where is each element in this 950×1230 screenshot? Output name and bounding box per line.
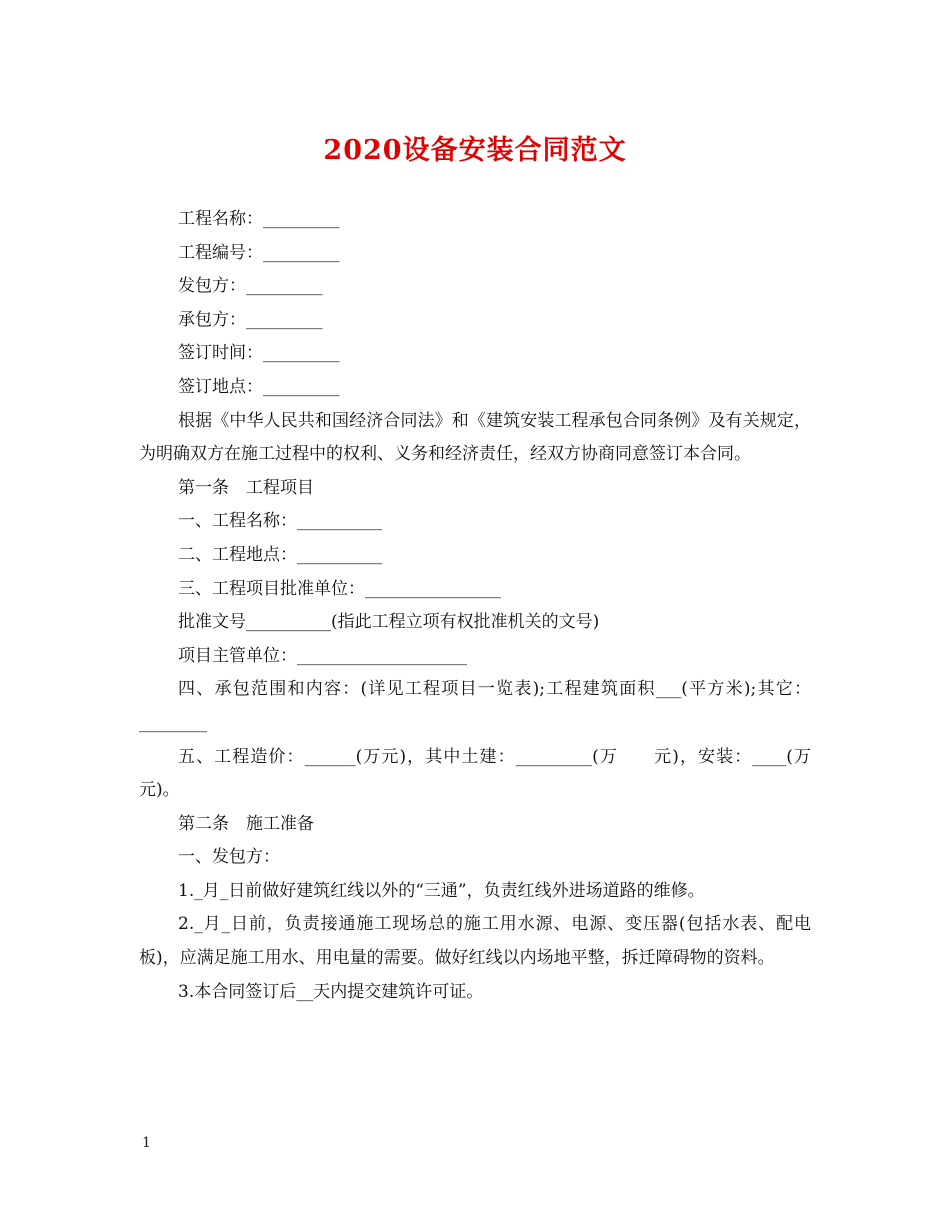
field-contractor: 承包方：_________ — [178, 309, 323, 330]
field-signing-place: 签订地点：_________ — [178, 376, 340, 397]
document-body — [139, 203, 811, 1009]
field-project-number: 工程编号：_________ — [178, 242, 340, 263]
article-1-cost: 五、工程造价：______(万元)，其中土建：_________(万 元)，安装：____(万元)。 — [139, 746, 811, 801]
article-2-item-3: 3.本合同签订后__天内提交建筑许可证。 — [178, 981, 484, 1002]
article-1-scope: 四、承包范围和内容：(详见工程项目一览表);工程建筑面积___(平方米);其它：________ — [139, 679, 811, 733]
article-2-heading: 第二条 施工准备 — [178, 813, 314, 834]
intro-paragraph: 根据《中华人民共和国经济合同法》和《建筑安装工程承包合同条例》及有关规定，为明确双方在施工过程中的权利、义务和经济责任，经双方协商同意签订本合同。 — [139, 410, 811, 465]
page-number: 1 — [142, 1135, 151, 1151]
document-title: 2020设备安装合同范文 — [323, 135, 627, 166]
article-2-sub-heading: 一、发包方： — [178, 847, 280, 868]
article-1-item-project-name: 一、工程名称：__________ — [178, 511, 382, 532]
article-1-heading: 第一条 工程项目 — [178, 477, 314, 498]
field-employer: 发包方：_________ — [178, 276, 323, 297]
article-2-item-2: 2._月_日前，负责接通施工现场总的施工用水源、电源、变压器(包括水表、配电板)，应满足施工用水、用电量的需要。做好红线以内场地平整，拆迁障碍物的资料。 — [139, 914, 811, 969]
article-1-item-project-location: 二、工程地点：__________ — [178, 544, 382, 565]
field-signing-time: 签订时间：_________ — [178, 343, 340, 364]
article-1-item-approval-unit: 三、工程项目批准单位：________________ — [178, 578, 501, 599]
article-2-item-1: 1._月_日前做好建筑红线以外的“三通”，负责红线外进场道路的维修。 — [178, 880, 705, 901]
article-1-item-approval-number: 批准文号__________(指此工程立项有权批准机关的文号) — [178, 612, 600, 633]
field-project-name: 工程名称：_________ — [178, 209, 340, 229]
article-1-item-supervising-unit: 项目主管单位：____________________ — [178, 645, 467, 666]
